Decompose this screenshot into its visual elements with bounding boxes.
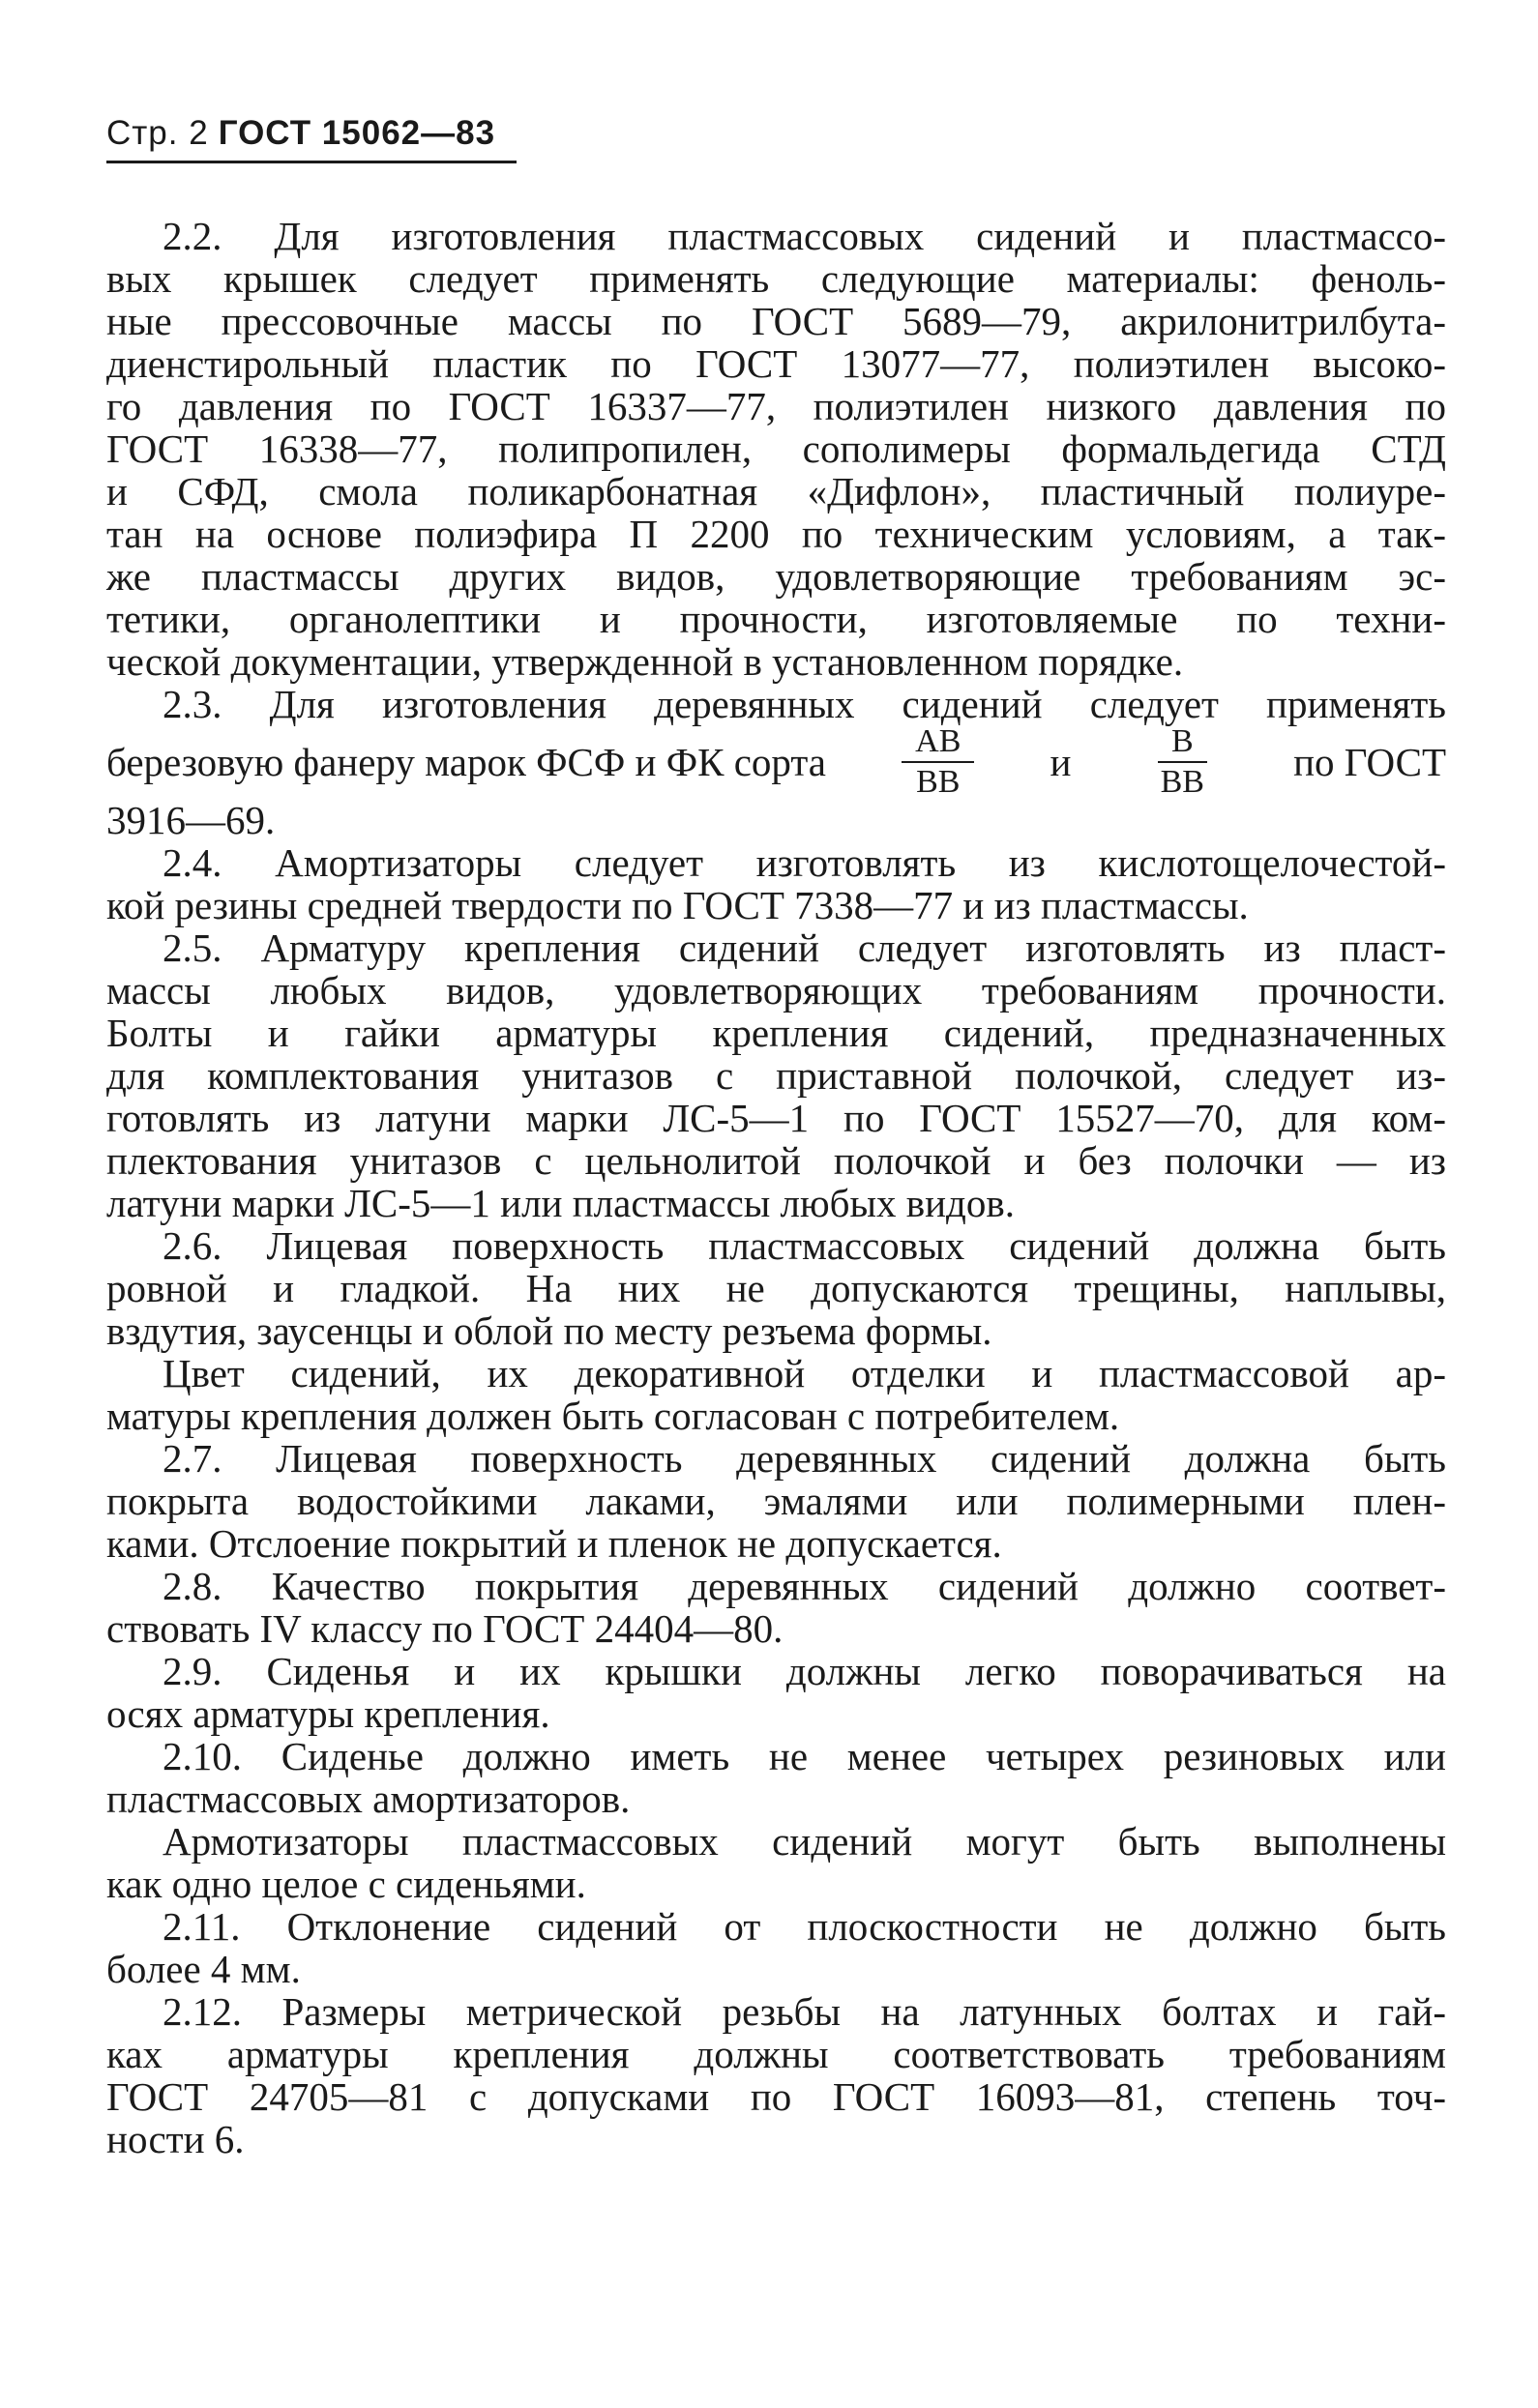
text-line: 2.10. Сиденье должно иметь не менее четырех резиновых или bbox=[163, 1734, 1446, 1778]
text-line: 2.5. Арматуру крепления сидений следует изготовлять из пласт- bbox=[163, 925, 1446, 970]
text-line: ГОСТ 24705—81 с допусками по ГОСТ 16093—81, степень точ- bbox=[106, 2074, 1446, 2119]
fraction-b-bb bbox=[1147, 725, 1218, 799]
text-line: ГОСТ 16338—77, полипропилен, сополимеры формальдегида СТД bbox=[106, 426, 1446, 471]
text-line: ности 6. bbox=[106, 2117, 245, 2161]
fraction-line-between: и bbox=[1050, 740, 1072, 784]
fraction-numerator: В bbox=[1158, 725, 1207, 763]
page-label: Стр. 2 bbox=[106, 114, 209, 152]
text-line: 2.11. Отклонение сидений от плоскостности не должно быть bbox=[163, 1904, 1446, 1949]
text-line: тан на основе полиэфира П 2200 по техническим условиям, а так- bbox=[106, 512, 1446, 556]
text-line: 2.12. Размеры метрической резьбы на латунных болтах и гай- bbox=[163, 1989, 1446, 2034]
fraction-line bbox=[106, 725, 1446, 799]
text-line: ные прессовочные массы по ГОСТ 5689—79, акрилонитрилбута- bbox=[106, 299, 1446, 343]
text-line: 2.9. Сиденья и их крышки должны легко поворачиваться на bbox=[163, 1649, 1446, 1693]
fraction-ab-bb bbox=[902, 725, 974, 799]
text-line: 2.2. Для изготовления пластмассовых сидений и пластмассо- bbox=[163, 214, 1446, 258]
text-line: ками. Отслоение покрытий и пленок не допускается. bbox=[106, 1521, 1002, 1566]
text-line: ровной и гладкой. На них не допускаются трещины, наплывы, bbox=[106, 1266, 1446, 1310]
text-line: ствовать IV классу по ГОСТ 24404—80. bbox=[106, 1606, 784, 1651]
text-line: готовлять из латуни марки ЛС-5—1 по ГОСТ 15527—70, для ком- bbox=[106, 1096, 1446, 1140]
text-line: кой резины средней твердости по ГОСТ 7338—77 и из пластмассы. bbox=[106, 883, 1249, 927]
text-line: 2.6. Лицевая поверхность пластмассовых сидений должна быть bbox=[163, 1223, 1446, 1268]
text-line: вздутия, заусенцы и облой по месту резъема формы. bbox=[106, 1308, 992, 1353]
page-header bbox=[106, 114, 495, 153]
text-line: матуры крепления должен быть согласован с потребителем. bbox=[106, 1394, 1120, 1438]
text-line: Армотизаторы пластмассовых сидений могут быть выполнены bbox=[163, 1819, 1446, 1864]
text-line: 2.8. Качество покрытия деревянных сидений должно соответ- bbox=[163, 1564, 1446, 1608]
text-line: ках арматуры крепления должны соответствовать требованиям bbox=[106, 2032, 1446, 2076]
text-line: го давления по ГОСТ 16337—77, полиэтилен низкого давления по bbox=[106, 384, 1446, 428]
text-line: ческой документации, утвержденной в установленном порядке. bbox=[106, 639, 1184, 684]
text-line: массы любых видов, удовлетворяющих требованиям прочности. bbox=[106, 968, 1446, 1013]
text-line: как одно целое с сиденьями. bbox=[106, 1862, 586, 1906]
text-line: более 4 мм. bbox=[106, 1947, 301, 1991]
text-line: 2.7. Лицевая поверхность деревянных сидений должна быть bbox=[163, 1436, 1446, 1481]
doc-code: ГОСТ 15062—83 bbox=[218, 114, 496, 152]
text-line: осях арматуры крепления. bbox=[106, 1691, 550, 1736]
fraction-denominator: ВВ bbox=[916, 764, 961, 800]
text-line: же пластмассы других видов, удовлетворяющие требованиям эс- bbox=[106, 554, 1446, 599]
text-line: вых крышек следует применять следующие материалы: феноль- bbox=[106, 256, 1446, 301]
document-body bbox=[106, 215, 1446, 2160]
text-line: плектования унитазов с цельнолитой полочкой и без полочки — из bbox=[106, 1138, 1446, 1183]
text-line: 3916—69. bbox=[106, 798, 276, 842]
text-line: тетики, органолептики и прочности, изготовляемые по техни- bbox=[106, 597, 1446, 641]
text-line: Болты и гайки арматуры крепления сидений, предназначенных bbox=[106, 1011, 1446, 1055]
fraction-denominator: ВВ bbox=[1160, 764, 1204, 800]
text-line: диенстирольный пластик по ГОСТ 13077—77, полиэтилен высоко- bbox=[106, 341, 1446, 386]
fraction-line-after: по ГОСТ bbox=[1293, 740, 1446, 784]
text-line: 2.4. Амортизаторы следует изготовлять из кислотощелочестой- bbox=[163, 840, 1446, 885]
header-rule bbox=[106, 161, 517, 163]
text-line: для комплектования унитазов с приставной полочкой, следует из- bbox=[106, 1053, 1446, 1098]
text-line: Цвет сидений, их декоративной отделки и пластмассовой ар- bbox=[163, 1351, 1446, 1395]
text-line: покрыта водостойкими лаками, эмалями или полимерными плен- bbox=[106, 1479, 1446, 1523]
text-line: 2.3. Для изготовления деревянных сидений следует применять bbox=[163, 682, 1446, 726]
text-line: и СФД, смола поликарбонатная «Дифлон», пластичный полиуре- bbox=[106, 469, 1446, 514]
fraction-numerator: АВ bbox=[902, 725, 974, 763]
fraction-line-before: березовую фанеру марок ФСФ и ФК сорта bbox=[106, 740, 826, 784]
text-line: пластмассовых амортизаторов. bbox=[106, 1777, 631, 1821]
text-line: латуни марки ЛС-5—1 или пластмассы любых видов. bbox=[106, 1181, 1016, 1225]
